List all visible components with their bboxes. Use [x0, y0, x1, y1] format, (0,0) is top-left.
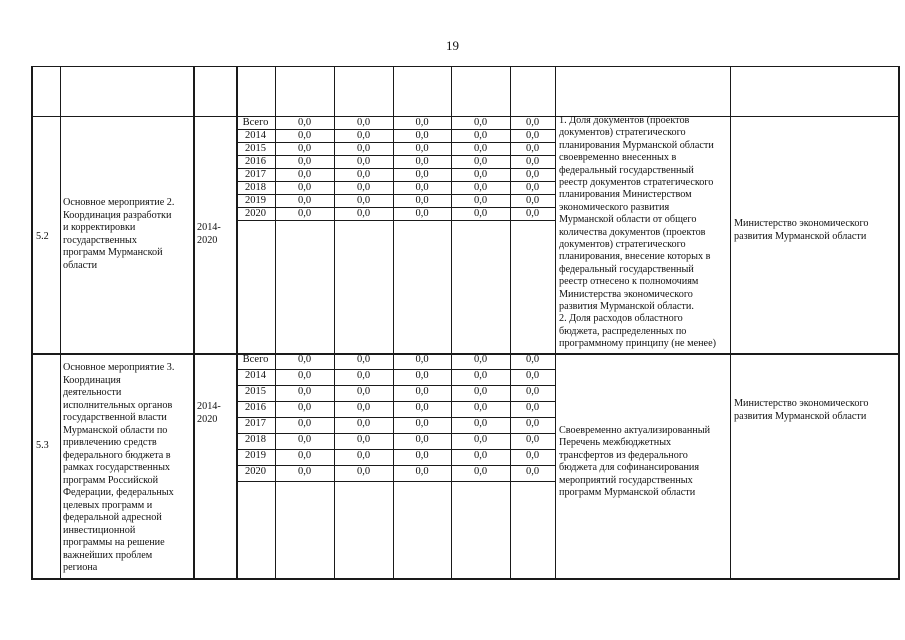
funding-value: 0,0: [473, 418, 488, 429]
funding-value: 0,0: [525, 402, 540, 413]
indicator-line: федеральный государственный: [559, 164, 694, 176]
funding-value: 0,0: [473, 354, 488, 365]
table-top-border: [31, 66, 899, 67]
funding-value: 0,0: [297, 208, 312, 219]
funding-value: 0,0: [415, 195, 429, 206]
funding-value: 0,0: [415, 434, 429, 445]
funding-value: 0,0: [297, 117, 312, 128]
funding-value: 0,0: [415, 450, 429, 461]
indicator-line: Перечень межбюджетных: [559, 437, 672, 449]
year-label: 2018: [245, 182, 266, 193]
executor-line: развития Мурманской области: [734, 230, 867, 242]
indicator-line: экономического развития: [559, 201, 670, 213]
activity-name-line: государственной власти: [63, 412, 167, 423]
indicator-line: бюджета для софинансирования: [559, 462, 700, 474]
funding-value: 0,0: [356, 354, 371, 365]
activity-name-line: Мурманской области по: [63, 424, 168, 436]
funding-value: 0,0: [525, 195, 540, 206]
year-label: Всего: [242, 117, 269, 128]
year-label: 2015: [245, 143, 266, 154]
funding-value: 0,0: [473, 466, 488, 477]
activity-name-line: и корректировки: [63, 222, 136, 233]
funding-value: 0,0: [525, 466, 540, 477]
indicator-line: документов) стратегического: [559, 127, 686, 139]
activity-name-line: региона: [63, 562, 98, 573]
funding-value: 0,0: [356, 130, 371, 141]
column-line: [898, 66, 900, 580]
funding-value: 0,0: [297, 370, 312, 381]
activity-name-line: важнейших проблем: [63, 549, 153, 561]
funding-value: 0,0: [356, 117, 371, 128]
funding-value: 0,0: [525, 450, 540, 461]
executor-line: Министерство экономического: [734, 398, 869, 409]
funding-value: 0,0: [525, 169, 540, 180]
funding-value: 0,0: [473, 370, 488, 381]
funding-value: 0,0: [415, 182, 429, 193]
indicator-line: развития Мурманской области.: [559, 301, 694, 312]
indicator-line: Министерства экономического: [559, 288, 693, 300]
funding-value: 0,0: [525, 156, 540, 167]
funding-value: 0,0: [356, 466, 371, 477]
column-line: [730, 66, 731, 580]
funding-value: 0,0: [297, 418, 312, 429]
funding-value: 0,0: [473, 386, 488, 397]
activity-name-line: программ Мурманской: [63, 247, 163, 258]
funding-value: 0,0: [356, 386, 371, 397]
row-number: 5.3: [36, 440, 49, 451]
period-line: 2014-: [197, 401, 221, 412]
funding-value: 0,0: [415, 418, 429, 429]
funding-value: 0,0: [473, 143, 488, 154]
funding-value: 0,0: [525, 143, 540, 154]
activity-name-line: рамках государственных: [63, 462, 171, 473]
funding-value: 0,0: [525, 434, 540, 445]
period-line: 2014-: [197, 222, 221, 233]
indicator-line: Своевременно актуализированный: [559, 425, 711, 436]
activity-name-line: федеральной адресной: [63, 512, 162, 523]
funding-value: 0,0: [297, 450, 312, 461]
funding-value: 0,0: [297, 434, 312, 445]
row-number: 5.2: [36, 231, 49, 242]
indicator-line: 1. Доля документов (проектов: [559, 115, 690, 126]
activity-name-line: Основное мероприятие 3.: [63, 362, 175, 373]
column-line: [555, 66, 556, 580]
activity-name-line: инвестиционной: [63, 524, 136, 536]
funding-value: 0,0: [525, 208, 540, 219]
funding-value: 0,0: [356, 156, 371, 167]
period-line: 2020: [197, 235, 218, 246]
activity-name-line: деятельности: [63, 387, 122, 398]
funding-value: 0,0: [297, 354, 312, 365]
funding-value: 0,0: [415, 143, 429, 154]
indicator-line: планирования Министерством: [559, 189, 692, 201]
indicator-line: 2. Доля расходов областного: [559, 313, 683, 325]
indicator-line: планирования Мурманской области: [559, 139, 714, 151]
page-number: 19: [446, 38, 459, 53]
table-bottom-border: [31, 578, 899, 580]
activity-name-line: программы на решение: [63, 537, 165, 548]
year-label: 2020: [245, 466, 266, 477]
funding-value: 0,0: [356, 402, 371, 413]
funding-value: 0,0: [525, 354, 540, 365]
activity-name-line: Основное мероприятие 2.: [63, 197, 175, 208]
funding-value: 0,0: [297, 466, 312, 477]
year-label: 2019: [245, 195, 266, 206]
activity-name-line: области: [63, 259, 98, 271]
activity-name-line: федерального бюджета в: [63, 449, 171, 461]
funding-value: 0,0: [473, 450, 488, 461]
funding-value: 0,0: [473, 182, 488, 193]
funding-value: 0,0: [297, 156, 312, 167]
funding-value: 0,0: [473, 434, 488, 445]
activity-name-line: целевых программ и: [63, 499, 153, 511]
activity-name-line: Координация: [63, 374, 121, 386]
indicator-line: программному принципу (не менее): [559, 338, 716, 350]
funding-value: 0,0: [415, 402, 429, 413]
funding-value: 0,0: [525, 418, 540, 429]
executor-line: Министерство экономического: [734, 218, 869, 229]
column-line: [193, 66, 195, 580]
year-row-line: [236, 220, 555, 221]
year-label: 2014: [245, 130, 266, 141]
funding-value: 0,0: [473, 130, 488, 141]
funding-value: 0,0: [473, 117, 488, 128]
funding-value: 0,0: [356, 434, 371, 445]
indicator-line: федеральный государственный: [559, 263, 694, 275]
activity-name-line: Федерации, федеральных: [63, 487, 174, 498]
funding-value: 0,0: [415, 208, 429, 219]
indicator-line: программ Мурманской области: [559, 487, 696, 498]
indicator-line: документов) стратегического: [559, 239, 686, 250]
funding-value: 0,0: [297, 143, 312, 154]
funding-value: 0,0: [473, 402, 488, 413]
funding-value: 0,0: [297, 182, 312, 193]
funding-value: 0,0: [525, 117, 540, 128]
indicator-line: реестр документов стратегического: [559, 177, 714, 188]
funding-value: 0,0: [525, 182, 540, 193]
funding-value: 0,0: [473, 195, 488, 206]
year-label: 2017: [245, 418, 266, 429]
year-label: 2020: [245, 208, 266, 219]
funding-value: 0,0: [473, 156, 488, 167]
funding-value: 0,0: [415, 386, 429, 397]
indicator-line: Мурманской области от общего: [559, 214, 697, 226]
indicator-line: мероприятий государственных: [559, 474, 693, 486]
funding-value: 0,0: [415, 169, 429, 180]
year-label: 2014: [245, 370, 266, 381]
funding-value: 0,0: [356, 169, 371, 180]
funding-value: 0,0: [415, 370, 429, 381]
funding-value: 0,0: [525, 130, 540, 141]
period-line: 2020: [197, 414, 218, 425]
funding-value: 0,0: [473, 208, 488, 219]
column-line: [31, 66, 33, 580]
funding-value: 0,0: [297, 386, 312, 397]
funding-value: 0,0: [415, 156, 429, 167]
year-label: 2016: [245, 156, 266, 167]
funding-value: 0,0: [356, 182, 371, 193]
funding-value: 0,0: [297, 169, 312, 180]
activity-name-line: привлечению средств: [63, 437, 157, 448]
indicator-line: своевременно внесенных в: [559, 152, 677, 164]
year-label: 2015: [245, 386, 266, 397]
funding-value: 0,0: [525, 370, 540, 381]
year-label: 2017: [245, 169, 266, 180]
funding-value: 0,0: [415, 130, 429, 141]
funding-value: 0,0: [356, 195, 371, 206]
funding-value: 0,0: [525, 386, 540, 397]
funding-value: 0,0: [297, 402, 312, 413]
indicator-line: трансфертов из федерального: [559, 449, 688, 461]
year-label: Всего: [242, 354, 269, 365]
year-label: 2016: [245, 402, 266, 413]
activity-name-line: государственных: [63, 234, 137, 246]
year-label: 2018: [245, 434, 266, 445]
indicator-line: бюджета, распределенных по: [559, 325, 687, 337]
funding-value: 0,0: [356, 450, 371, 461]
indicator-line: реестр отнесено к полномочиям: [559, 276, 699, 288]
year-label: 2019: [245, 450, 266, 461]
funding-value: 0,0: [356, 418, 371, 429]
indicator-line: количества документов (проектов: [559, 226, 706, 238]
activity-name-line: исполнительных органов: [63, 399, 173, 411]
funding-value: 0,0: [356, 208, 371, 219]
activity-name-line: Координация разработки: [63, 209, 172, 221]
executor-line: развития Мурманской области: [734, 410, 867, 422]
funding-value: 0,0: [297, 195, 312, 206]
indicator-line: планирования, внесение которых в: [559, 251, 711, 263]
funding-value: 0,0: [356, 143, 371, 154]
activity-name-line: программ Российской: [63, 474, 159, 486]
funding-value: 0,0: [356, 370, 371, 381]
funding-value: 0,0: [297, 130, 312, 141]
funding-value: 0,0: [415, 466, 429, 477]
funding-value: 0,0: [415, 117, 429, 128]
funding-value: 0,0: [415, 354, 429, 365]
column-line: [60, 66, 61, 580]
year-row-line: [236, 481, 555, 482]
funding-value: 0,0: [473, 169, 488, 180]
